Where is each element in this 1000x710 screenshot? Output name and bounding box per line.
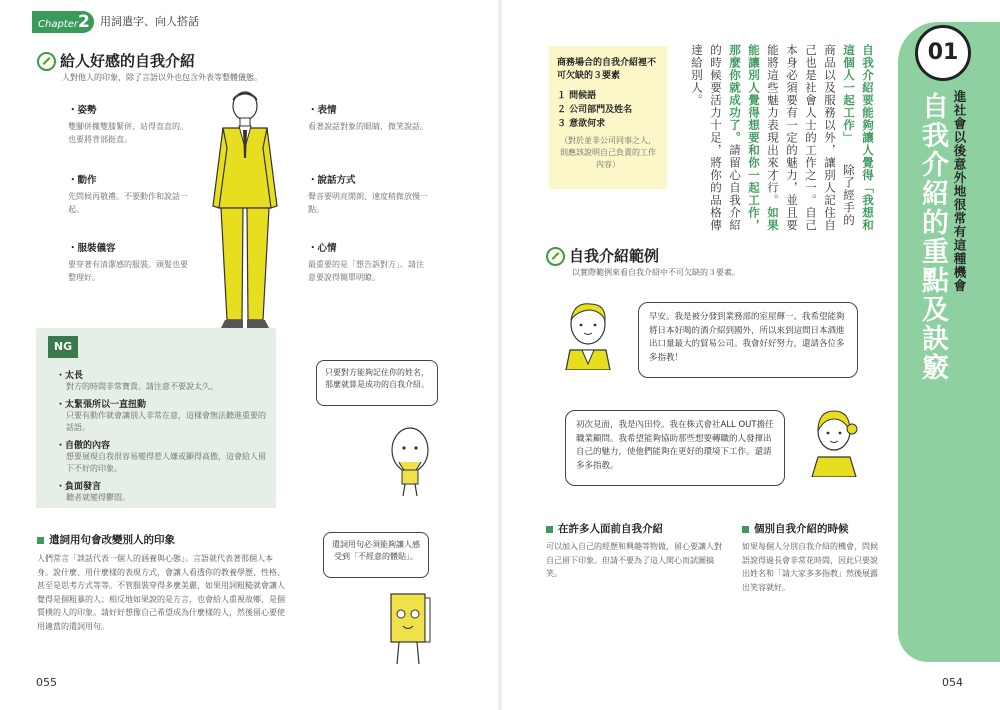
section-body-many-people: 可以加入自己的經歷和興趣等物做，留心要讓人對自己留下印象。但請不要為了這人開心而試圖搞笑。 bbox=[546, 542, 722, 578]
item-attire: ・服裝儀容 要穿著有清潔感的服裝。頭髮也要整理好。 bbox=[68, 243, 188, 282]
compass-icon bbox=[546, 247, 565, 266]
tab-subtitle: 進社會以後意外地很常有這種機會 bbox=[952, 90, 967, 293]
book-character-icon bbox=[385, 590, 433, 670]
example-speech-1: 早安。我是被分發到業務部的室屋輝一。我希望能夠將日本好喝的酒介紹到國外，所以來到這間日本酒進出口量最大的貿易公司。我會好好努力，還請各位多多指教！ bbox=[638, 302, 858, 378]
lightbulb-character-icon bbox=[385, 420, 435, 500]
item-expression: ・表情 看著說話對象的眼睛，微笑說話。 bbox=[308, 105, 428, 131]
item-speaking: ・說話方式 聲音要明亮開朗、速度稍微放慢一點。 bbox=[308, 175, 428, 214]
item-posture: ・姿勢 雙腳併攏雙膝緊併、站得直直的。也要將背部挺直。 bbox=[68, 105, 188, 144]
section-body-individual: 如果每個人分別自我介紹的機會，問候語說得過長會非常花時間，因此只要說出姓名和「請大家多多指教」然後展露出笑容就好。 bbox=[742, 542, 878, 592]
chapter-badge: Chapter2 bbox=[32, 11, 94, 33]
section-title-example: 自我介紹範例 bbox=[546, 245, 659, 266]
tab-main-title: 自我介紹的重點及訣竅 bbox=[917, 92, 948, 382]
square-bullet-icon bbox=[37, 537, 44, 544]
tip-bubble-2: 遣詞用句必須能夠讓人感受到「不經意的體貼」。 bbox=[323, 532, 429, 578]
item-motion: ・動作 先問候再敬禮。不要動作和說話一起。 bbox=[68, 175, 188, 214]
square-bullet-icon bbox=[546, 526, 553, 533]
example-speech-2: 初次見面，我是內田伶。我在株式會社ALL OUT擔任職業顧問。我希望能夠協助那些想要轉職的人發揮出自己的魅力，使他們能夠在更好的環境下工作。還請多多指教。 bbox=[565, 410, 785, 486]
section-title-wording: 遣詞用句會改變別人的印象 bbox=[37, 532, 175, 547]
chapter-title: 用詞遣字、向人搭話 bbox=[100, 15, 199, 28]
section-example-subtitle: 以實際範例來看自我介紹中不可欠缺的３要素。 bbox=[572, 268, 740, 277]
woman-avatar-illustration bbox=[806, 405, 862, 477]
section-body-wording: 人們常言「談話代表一個人的涵養與心態」。言語就代表著那個人本身。說什麼、用什麼樣的表現方式，會讓人看透你的教養學歷、性格、甚至是思考方式等等。不管服裝穿得多麼美麗，如果用詞粗糙就會讓人覺得是個粗暴的人；相反地如果說的是方言，也會給人重視故鄉、是個質樸的人的印象。請好好想像自己希望成為什麼樣的人，然後留心要使用適當的遣詞用句。 bbox=[37, 554, 285, 631]
man-avatar-illustration bbox=[560, 298, 616, 370]
section-subtitle: 人對他人的印象，除了言語以外也包含外表等整體儀態。 bbox=[62, 73, 262, 82]
page-number-left: 055 bbox=[36, 676, 57, 689]
vertical-intro-text: 自我介紹要能夠讓人覺得「我想和這個人一起工作」 除了經手的商品以及服務以外，讓別人記住自己也是社會人士的工作之一。自己本身必須要有一定的魅力，並且要能將這些魅力表現出來才行。如果能讓別人覺得想要和你一起工作，那麼你就成功了。請留心自我介紹的時候要活力十足，將你的品格傳達給別人。 bbox=[690, 44, 875, 232]
ng-list: ・太長 對方的時間非常寶貴。請注意不要說太久。 ・太緊張所以一直扭動 只要有動作就會讓別人非常在意，這樣會無法聽進重要的話語。 ・自傲的內容 想要展現自我很容易變得惹人嫌或顯得高傲，這會給人留下不好的印象。 ・負面發言 聽者就變得鬱悶。 bbox=[56, 371, 266, 502]
section-title-individual: 個別自我介紹的時候 bbox=[742, 521, 849, 536]
item-feeling: ・心情 最重要的是「想告訴對方」。請注意要說得簡單明瞭。 bbox=[308, 243, 424, 282]
standing-man-illustration bbox=[205, 88, 285, 333]
section-title-good-impression: 給人好感的自我介紹 bbox=[37, 50, 195, 71]
tip-bubble-1: 只要對方能夠記住你的姓名，那麼就算是成功的自我介紹。 bbox=[316, 360, 438, 406]
compass-icon bbox=[37, 52, 56, 71]
section-title-many-people: 在許多人面前自我介紹 bbox=[546, 521, 663, 536]
square-bullet-icon bbox=[742, 526, 749, 533]
page-number-right: 054 bbox=[942, 676, 963, 689]
business-elements-content: 商務場合的自我介紹裡不可欠缺的３要素 １ 問候語 ２ 公司部門及姓名 ３ 意欲何求 （對於並非公司同事之人，則應該說明自己負責的工作內容） bbox=[557, 58, 657, 169]
section-number-badge: 01 bbox=[915, 25, 971, 81]
ng-tag: NG bbox=[48, 336, 78, 358]
